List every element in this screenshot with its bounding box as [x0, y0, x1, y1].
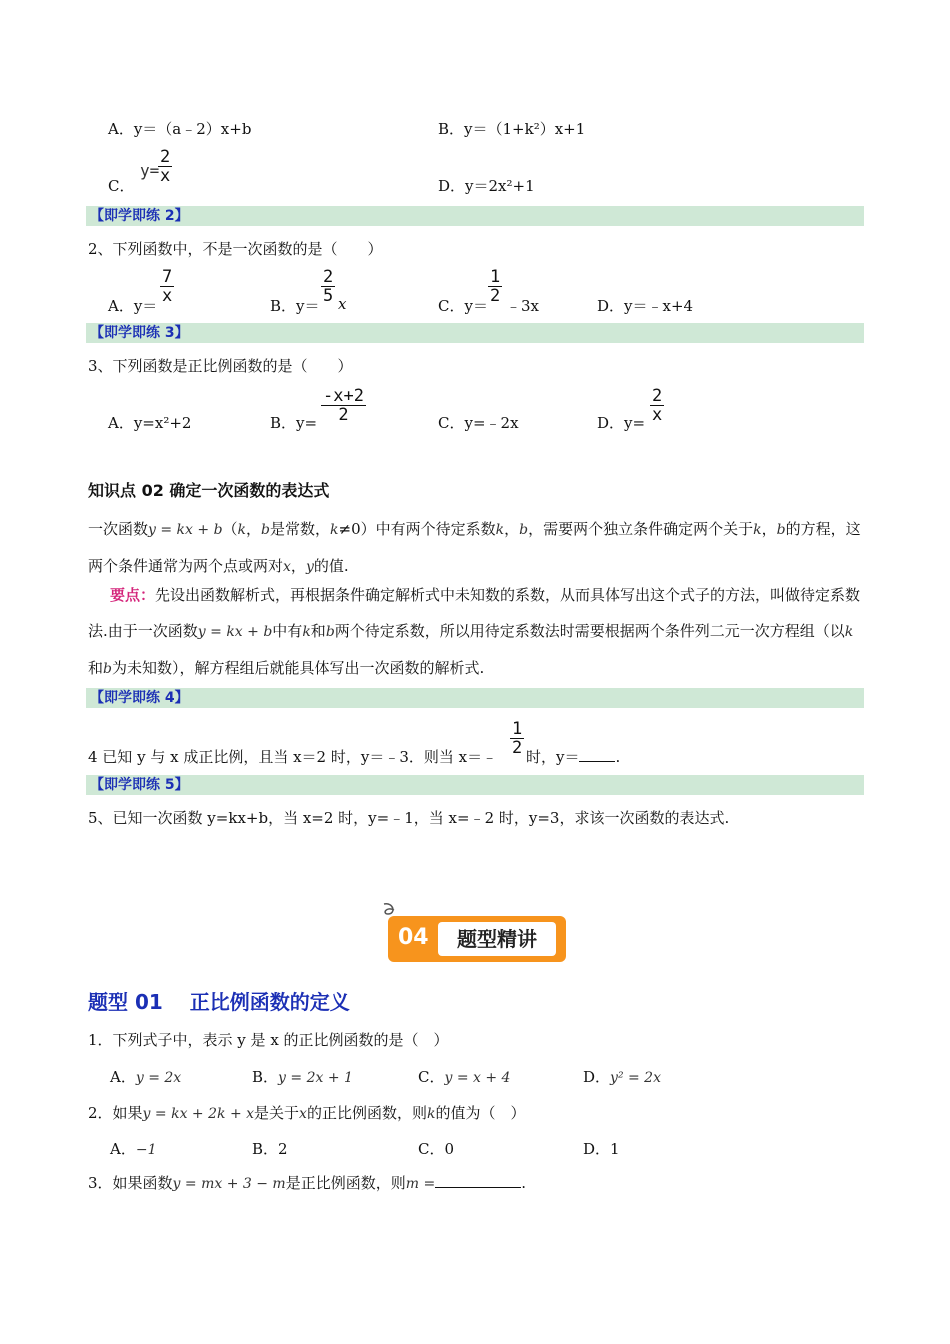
q1-option-c-expr: y= — [140, 161, 160, 180]
equation: y = kx + b — [148, 522, 223, 538]
q1-option-a: A．y＝（a﹣2）x+b — [108, 120, 252, 138]
practice-3-question: 3、下列函数是正比例函数的是（ ） — [88, 357, 353, 375]
type1-q3: 3．如果函数y = mx + 3 − m是正比例函数，则m = . — [88, 1174, 526, 1192]
type1-q2-option-d: D．1 — [583, 1140, 620, 1158]
fraction-denominator: x — [652, 405, 663, 425]
fraction-numerator: 2 — [323, 267, 334, 287]
fraction-denominator: x — [162, 286, 173, 306]
practice-5-bar: 【即学即练 5】 — [86, 775, 864, 795]
practice-3-bar: 【即学即练 3】 — [86, 323, 864, 343]
type1-q1: 1．下列式子中，表示 y 是 x 的正比例函数的是（ ） — [88, 1031, 449, 1049]
section-badge — [388, 916, 566, 962]
type1-q1-option-c: C．y = x + 4 — [418, 1068, 511, 1086]
practice-4-text-a: 4 已知 y 与 x 成正比例，且当 x＝2 时，y＝﹣3．则当 x＝﹣ — [88, 748, 498, 766]
p2-option-c-label: C．y＝ — [438, 297, 488, 315]
fraction-numerator: -x+2 — [323, 386, 364, 406]
p3-option-a: A．y=x²+2 — [108, 414, 192, 432]
knowledge-paragraph-2: 要点：先设出函数解析式，再根据条件确定解析式中未知数的系数，从而具体写出这个式子的方法，叫做待定系数法.由于一次函数y = kx + b中有k和b两个待定系数，所以用待定系数法时需要根据两个条件列二元一次方程组（以k和b为未知数），解方程组后就能具体写出一次函数的解析式. — [88, 586, 861, 677]
q1-option-c-label: C． — [108, 177, 135, 195]
type-01-title: 题型 01 正比例函数的定义 — [88, 990, 350, 1014]
fraction-denominator: 2 — [338, 405, 349, 425]
p3-option-d-fraction — [650, 387, 664, 424]
answer-blank[interactable] — [579, 761, 615, 762]
section-badge-label: 题型精讲 — [438, 922, 556, 956]
q1-option-c-fraction — [158, 148, 172, 185]
type1-q1-option-a: A．y = 2x — [110, 1068, 182, 1086]
p3-option-d-label: D．y= — [597, 414, 646, 432]
section-badge-number: 04 — [398, 925, 429, 950]
fraction-numerator: 7 — [162, 267, 173, 287]
answer-blank[interactable] — [435, 1187, 521, 1188]
fraction-denominator: 2 — [490, 286, 501, 306]
p3-option-b-fraction — [321, 387, 366, 424]
practice-4-fraction — [510, 720, 524, 757]
practice-4-text-b: 时，y＝ . — [526, 748, 621, 766]
type1-q1-option-b: B．y = 2x + 1 — [252, 1068, 353, 1086]
fraction-numerator: 1 — [490, 267, 501, 287]
p2-option-a-label: A．y＝ — [108, 297, 158, 315]
p2-option-a-fraction — [160, 268, 174, 305]
practice-2-question: 2、下列函数中，不是一次函数的是（ ） — [88, 240, 383, 258]
fraction-numerator: 2 — [652, 386, 663, 406]
p2-option-c-tail: ﹣3x — [506, 297, 540, 315]
practice-2-bar: 【即学即练 2】 — [86, 206, 864, 226]
type1-q2-option-a: A．−1 — [110, 1140, 157, 1158]
type1-q2-option-c: C．0 — [418, 1140, 455, 1158]
fraction-denominator: 5 — [323, 286, 334, 306]
type1-q2-option-b: B．2 — [252, 1140, 288, 1158]
p2-option-c-fraction — [488, 268, 502, 305]
type1-q1-option-d: D．y² = 2x — [583, 1068, 661, 1086]
fraction-denominator: 2 — [512, 738, 523, 758]
p2-option-b-label: B．y＝ — [270, 297, 320, 315]
q1-option-b: B．y＝（1+k²）x+1 — [438, 120, 586, 138]
practice-5-question: 5、已知一次函数 y=kx+b，当 x=2 时，y=﹣1，当 x=﹣2 时，y=3，求该一次函数的表达式. — [88, 809, 730, 827]
type1-q2: 2．如果y = kx + 2k + x是关于x的正比例函数，则k的值为（ ） — [88, 1104, 526, 1122]
p3-option-b-label: B．y= — [270, 414, 318, 432]
p2-option-b-fraction — [321, 268, 335, 305]
fraction-numerator: 1 — [512, 719, 523, 739]
q1-option-d: D．y＝2x²+1 — [438, 177, 535, 195]
p2-option-b-tail: x — [338, 295, 347, 313]
p2-option-d: D．y＝﹣x+4 — [597, 297, 694, 315]
knowledge-paragraph-1: 一次函数y = kx + b（k，b是常数，k≠0）中有两个待定系数k，b，需要两个独立条件确定两个关于k，b的方程，这两个条件通常为两个点或两对x，y的值. — [88, 520, 861, 575]
equation: y = kx + b — [197, 624, 273, 640]
fraction-numerator: 2 — [160, 147, 171, 167]
practice-4-bar: 【即学即练 4】 — [86, 688, 864, 708]
knowledge-title: 知识点 02 确定一次函数的表达式 — [88, 481, 330, 500]
p3-option-c: C．y=﹣2x — [438, 414, 519, 432]
fraction-denominator: x — [160, 166, 171, 186]
key-point-label: 要点： — [110, 586, 156, 604]
